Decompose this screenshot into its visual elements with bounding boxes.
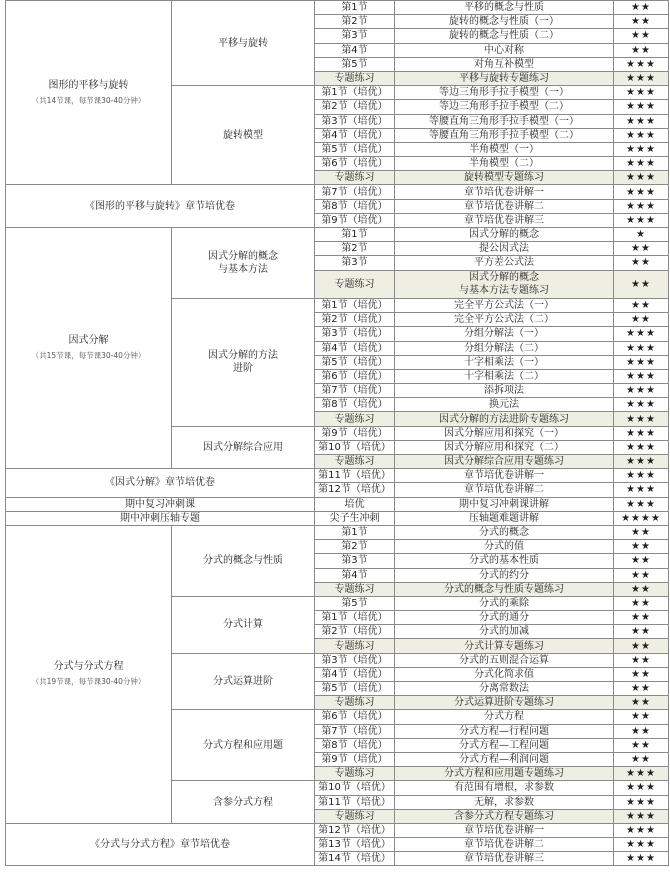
difficulty-cell: ★★ xyxy=(614,525,669,539)
difficulty-cell: ★★★ xyxy=(614,199,669,213)
unit-cell: 平移与旋转 xyxy=(172,1,315,86)
difficulty-cell: ★★★ xyxy=(614,412,669,426)
topic-cell: 完全平方公式法（二） xyxy=(395,313,614,327)
topic-cell: 分式计算专题练习 xyxy=(395,639,614,653)
chapter-unit-cell: 《图形的平移与旋转》章节培优卷 xyxy=(6,185,315,228)
topic-cell: 对角互补模型 xyxy=(395,57,614,71)
lesson-cell: 第3节 xyxy=(315,554,395,568)
difficulty-cell: ★★★ xyxy=(614,327,669,341)
lesson-cell: 第2节 xyxy=(315,540,395,554)
topic-cell: 旋转的概念与性质（一） xyxy=(395,15,614,29)
lesson-cell: 第4节（培优） xyxy=(315,667,395,681)
chapter-unit-cell: 《分式与分式方程》章节培优卷 xyxy=(6,823,315,866)
unit-cell: 因式分解的方法 进阶 xyxy=(172,298,315,426)
topic-cell: 中心对称 xyxy=(395,43,614,57)
difficulty-cell: ★★★ xyxy=(614,341,669,355)
chapter-cell: 分式与分式方程 （共19节课，每节课30-40分钟） xyxy=(6,525,172,823)
unit-cell: 分式运算进阶 xyxy=(172,653,315,710)
topic-cell: 分式的约分 xyxy=(395,568,614,582)
topic-cell: 分式方程和应用题专题练习 xyxy=(395,767,614,781)
difficulty-cell: ★★★ xyxy=(614,781,669,795)
difficulty-cell: ★★ xyxy=(614,582,669,596)
lesson-cell: 第1节（培优） xyxy=(315,298,395,312)
difficulty-cell: ★★★ xyxy=(614,128,669,142)
topic-cell: 旋转的概念与性质（二） xyxy=(395,29,614,43)
lesson-cell: 第11节（培优） xyxy=(315,795,395,809)
lesson-cell: 第8节（培优） xyxy=(315,398,395,412)
unit-cell: 含参分式方程 xyxy=(172,781,315,824)
difficulty-cell: ★★ xyxy=(614,696,669,710)
topic-cell: 换元法 xyxy=(395,398,614,412)
topic-cell: 半角模型（二） xyxy=(395,157,614,171)
topic-cell: 半角模型（一） xyxy=(395,142,614,156)
chapter-cell: 图形的平移与旋转 （共14节课，每节课30-40分钟） xyxy=(6,1,172,185)
table-row xyxy=(6,525,669,539)
difficulty-cell: ★★ xyxy=(614,313,669,327)
lesson-cell: 第2节（培优） xyxy=(315,100,395,114)
lesson-cell: 第1节（培优） xyxy=(315,86,395,100)
topic-cell: 等腰直角三角形手拉手模型（一） xyxy=(395,114,614,128)
course-table-body xyxy=(6,1,669,866)
lesson-cell: 第1节 xyxy=(315,1,395,15)
difficulty-cell: ★★★ xyxy=(614,469,669,483)
table-row xyxy=(6,823,669,837)
difficulty-cell: ★★ xyxy=(614,256,669,270)
topic-cell: 分式的通分 xyxy=(395,611,614,625)
lesson-cell: 第11节（培优） xyxy=(315,469,395,483)
lesson-cell: 第4节 xyxy=(315,568,395,582)
topic-cell: 章节培优卷讲解三 xyxy=(395,213,614,227)
difficulty-cell: ★★★ xyxy=(614,86,669,100)
topic-cell: 十字相乘法（一） xyxy=(395,355,614,369)
lesson-cell: 专题练习 xyxy=(315,767,395,781)
difficulty-cell: ★★ xyxy=(614,653,669,667)
lesson-cell: 第10节（培优） xyxy=(315,440,395,454)
difficulty-cell: ★★★ xyxy=(614,838,669,852)
difficulty-cell: ★★★ xyxy=(614,57,669,71)
difficulty-cell: ★★★ xyxy=(614,455,669,469)
difficulty-cell: ★★★ xyxy=(614,185,669,199)
difficulty-cell: ★ xyxy=(614,228,669,242)
topic-cell: 分式的值 xyxy=(395,540,614,554)
difficulty-cell: ★★★ xyxy=(614,369,669,383)
topic-cell: 章节培优卷讲解二 xyxy=(395,199,614,213)
difficulty-cell: ★★ xyxy=(614,724,669,738)
topic-cell: 分式的基本性质 xyxy=(395,554,614,568)
lesson-cell: 培优 xyxy=(315,497,395,511)
topic-cell: 十字相乘法（二） xyxy=(395,369,614,383)
unit-cell: 分式计算 xyxy=(172,596,315,653)
chapter-unit-cell: 《因式分解》章节培优卷 xyxy=(6,469,315,497)
table-row xyxy=(6,1,669,15)
lesson-cell: 第5节 xyxy=(315,596,395,610)
difficulty-cell: ★★ xyxy=(614,596,669,610)
topic-cell: 无解，求参数 xyxy=(395,795,614,809)
table-row xyxy=(6,469,669,483)
topic-cell: 分式方程—利润问题 xyxy=(395,752,614,766)
topic-cell: 等边三角形手拉手模型（一） xyxy=(395,86,614,100)
topic-cell: 分式的五则混合运算 xyxy=(395,653,614,667)
difficulty-cell: ★★★ xyxy=(614,426,669,440)
lesson-cell: 第2节 xyxy=(315,242,395,256)
chapter-lesson-count: （共14节课，每节课30-40分钟） xyxy=(31,95,146,105)
lesson-cell: 第4节（培优） xyxy=(315,128,395,142)
lesson-cell: 第5节（培优） xyxy=(315,682,395,696)
topic-cell: 章节培优卷讲解一 xyxy=(395,185,614,199)
lesson-cell: 第3节 xyxy=(315,29,395,43)
lesson-cell: 第9节（培优） xyxy=(315,213,395,227)
table-row xyxy=(6,185,669,199)
difficulty-cell: ★★★ xyxy=(614,483,669,497)
difficulty-cell: ★★★★ xyxy=(614,511,669,525)
topic-cell: 旋转模型专题练习 xyxy=(395,171,614,185)
chapter-lesson-count: （共15节课，每节课30-40分钟） xyxy=(31,351,146,361)
difficulty-cell: ★★ xyxy=(614,611,669,625)
topic-cell: 等边三角形手拉手模型（二） xyxy=(395,100,614,114)
lesson-cell: 第2节（培优） xyxy=(315,625,395,639)
difficulty-cell: ★★ xyxy=(614,242,669,256)
lesson-cell: 第6节（培优） xyxy=(315,710,395,724)
difficulty-cell: ★★★ xyxy=(614,114,669,128)
difficulty-cell: ★★ xyxy=(614,667,669,681)
lesson-cell: 专题练习 xyxy=(315,696,395,710)
difficulty-cell: ★★ xyxy=(614,29,669,43)
topic-cell: 平移的概念与性质 xyxy=(395,1,614,15)
topic-cell: 分式方程 xyxy=(395,710,614,724)
lesson-cell: 第9节（培优） xyxy=(315,752,395,766)
difficulty-cell: ★★ xyxy=(614,625,669,639)
lesson-cell: 专题练习 xyxy=(315,171,395,185)
topic-cell: 压轴题难题讲解 xyxy=(395,511,614,525)
lesson-cell: 第3节 xyxy=(315,256,395,270)
lesson-cell: 专题练习 xyxy=(315,809,395,823)
lesson-cell: 第8节（培优） xyxy=(315,199,395,213)
table-row xyxy=(6,228,669,242)
topic-cell: 因式分解应用和探究（一） xyxy=(395,426,614,440)
lesson-cell: 第8节（培优） xyxy=(315,738,395,752)
topic-cell: 分式的概念 xyxy=(395,525,614,539)
lesson-cell: 第7节（培优） xyxy=(315,384,395,398)
difficulty-cell: ★★ xyxy=(614,568,669,582)
lesson-cell: 专题练习 xyxy=(315,582,395,596)
lesson-cell: 第5节（培优） xyxy=(315,355,395,369)
difficulty-cell: ★★ xyxy=(614,682,669,696)
topic-cell: 期中复习冲刺课讲解 xyxy=(395,497,614,511)
topic-cell: 分式方程—工程问题 xyxy=(395,738,614,752)
difficulty-cell: ★★★ xyxy=(614,795,669,809)
difficulty-cell: ★★ xyxy=(614,540,669,554)
difficulty-cell: ★★★ xyxy=(614,767,669,781)
topic-cell: 分式运算进阶专题练习 xyxy=(395,696,614,710)
difficulty-cell: ★★ xyxy=(614,710,669,724)
difficulty-cell: ★★ xyxy=(614,752,669,766)
lesson-cell: 第4节（培优） xyxy=(315,341,395,355)
lesson-cell: 第2节 xyxy=(315,15,395,29)
difficulty-cell: ★★★ xyxy=(614,355,669,369)
lesson-cell: 尖子生冲刺 xyxy=(315,511,395,525)
difficulty-cell: ★★★ xyxy=(614,100,669,114)
lesson-cell: 第10节（培优） xyxy=(315,781,395,795)
difficulty-cell: ★★★ xyxy=(614,213,669,227)
lesson-cell: 第4节 xyxy=(315,43,395,57)
topic-cell: 因式分解的概念 xyxy=(395,228,614,242)
lesson-cell: 第12节（培优） xyxy=(315,823,395,837)
lesson-cell: 第13节（培优） xyxy=(315,838,395,852)
lesson-cell: 第5节 xyxy=(315,57,395,71)
difficulty-cell: ★★★ xyxy=(614,71,669,85)
topic-cell: 提公因式法 xyxy=(395,242,614,256)
lesson-cell: 第6节（培优） xyxy=(315,369,395,383)
topic-cell: 分离常数法 xyxy=(395,682,614,696)
topic-cell: 分式方程—行程问题 xyxy=(395,724,614,738)
topic-cell: 因式分解的方法进阶专题练习 xyxy=(395,412,614,426)
difficulty-cell: ★★ xyxy=(614,15,669,29)
topic-cell: 章节培优卷讲解二 xyxy=(395,838,614,852)
lesson-cell: 第5节（培优） xyxy=(315,142,395,156)
lesson-cell: 第3节（培优） xyxy=(315,114,395,128)
difficulty-cell: ★★ xyxy=(614,270,669,298)
table-row xyxy=(6,497,669,511)
topic-cell: 章节培优卷讲解一 xyxy=(395,469,614,483)
lesson-cell: 第3节（培优） xyxy=(315,327,395,341)
lesson-cell: 专题练习 xyxy=(315,71,395,85)
chapter-unit-cell: 期中冲刺压轴专题 xyxy=(6,511,315,525)
unit-cell: 旋转模型 xyxy=(172,86,315,185)
lesson-cell: 专题练习 xyxy=(315,412,395,426)
difficulty-cell: ★★ xyxy=(614,639,669,653)
difficulty-cell: ★★★ xyxy=(614,398,669,412)
chapter-lesson-count: （共19节课，每节课30-40分钟） xyxy=(31,677,146,687)
chapter-unit-cell: 期中复习冲刺课 xyxy=(6,497,315,511)
topic-cell: 因式分解综合应用专题练习 xyxy=(395,455,614,469)
topic-cell: 添拆项法 xyxy=(395,384,614,398)
lesson-cell: 第9节（培优） xyxy=(315,426,395,440)
topic-cell: 有范围有增根，求参数 xyxy=(395,781,614,795)
topic-cell: 分组分解法（二） xyxy=(395,341,614,355)
topic-cell: 平方差公式法 xyxy=(395,256,614,270)
topic-cell: 章节培优卷讲解三 xyxy=(395,852,614,866)
lesson-cell: 第6节（培优） xyxy=(315,157,395,171)
difficulty-cell: ★★★ xyxy=(614,384,669,398)
difficulty-cell: ★★★ xyxy=(614,809,669,823)
lesson-cell: 第7节（培优） xyxy=(315,724,395,738)
topic-cell: 分式的加减 xyxy=(395,625,614,639)
difficulty-cell: ★★ xyxy=(614,1,669,15)
lesson-cell: 第1节 xyxy=(315,525,395,539)
lesson-cell: 第2节（培优） xyxy=(315,313,395,327)
difficulty-cell: ★★ xyxy=(614,554,669,568)
topic-cell: 章节培优卷讲解一 xyxy=(395,823,614,837)
lesson-cell: 第1节 xyxy=(315,228,395,242)
topic-cell: 分组分解法（一） xyxy=(395,327,614,341)
difficulty-cell: ★★★ xyxy=(614,823,669,837)
lesson-cell: 第14节（培优） xyxy=(315,852,395,866)
difficulty-cell: ★★★ xyxy=(614,157,669,171)
difficulty-cell: ★★★ xyxy=(614,171,669,185)
topic-cell: 完全平方公式法（一） xyxy=(395,298,614,312)
lesson-cell: 专题练习 xyxy=(315,639,395,653)
lesson-cell: 第1节（培优） xyxy=(315,611,395,625)
difficulty-cell: ★★ xyxy=(614,43,669,57)
unit-cell: 因式分解综合应用 xyxy=(172,426,315,469)
lesson-cell: 第3节（培优） xyxy=(315,653,395,667)
unit-cell: 分式方程和应用题 xyxy=(172,710,315,781)
difficulty-cell: ★★ xyxy=(614,738,669,752)
table-row xyxy=(6,511,669,525)
unit-cell: 因式分解的概念 与基本方法 xyxy=(172,228,315,299)
topic-cell: 章节培优卷讲解二 xyxy=(395,483,614,497)
topic-cell: 因式分解应用和探究（二） xyxy=(395,440,614,454)
lesson-cell: 第7节（培优） xyxy=(315,185,395,199)
topic-cell: 因式分解的概念 与基本方法专题练习 xyxy=(395,270,614,298)
chapter-cell: 因式分解 （共15节课，每节课30-40分钟） xyxy=(6,228,172,469)
course-table xyxy=(5,0,669,866)
difficulty-cell: ★★ xyxy=(614,298,669,312)
difficulty-cell: ★★★ xyxy=(614,440,669,454)
topic-cell: 分式化简求值 xyxy=(395,667,614,681)
difficulty-cell: ★★★ xyxy=(614,142,669,156)
lesson-cell: 专题练习 xyxy=(315,455,395,469)
lesson-cell: 专题练习 xyxy=(315,270,395,298)
topic-cell: 平移与旋转专题练习 xyxy=(395,71,614,85)
topic-cell: 分式的乘除 xyxy=(395,596,614,610)
topic-cell: 等腰直角三角形手拉手模型（二） xyxy=(395,128,614,142)
difficulty-cell: ★★★ xyxy=(614,852,669,866)
difficulty-cell: ★★★ xyxy=(614,497,669,511)
topic-cell: 分式的概念与性质专题练习 xyxy=(395,582,614,596)
lesson-cell: 第12节（培优） xyxy=(315,483,395,497)
topic-cell: 含参分式方程专题练习 xyxy=(395,809,614,823)
unit-cell: 分式的概念与性质 xyxy=(172,525,315,596)
